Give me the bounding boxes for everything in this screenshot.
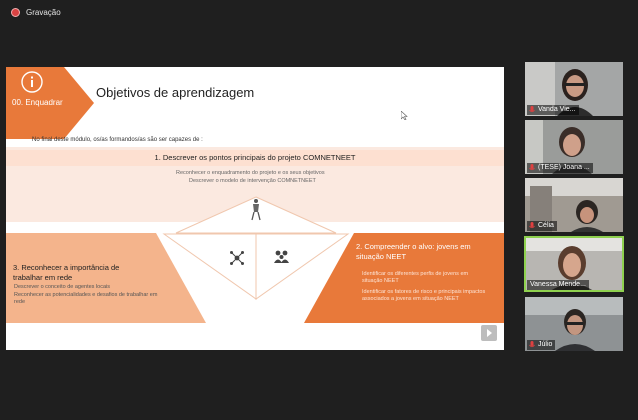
participant-name: Vanessa Mende... xyxy=(530,281,586,288)
section3-bullet: Descrever o conceito de agentes locais xyxy=(14,284,110,290)
participant-name: Júlio xyxy=(538,341,553,348)
mic-muted-icon xyxy=(529,106,535,114)
participant-name: Vanda Vie... xyxy=(538,106,576,113)
section3-bullet: Reconhecer as potencialidades e desafios de trabalhar em rede xyxy=(14,292,158,305)
participant-name-label xyxy=(527,221,557,231)
participant-tile-active-speaker[interactable] xyxy=(525,237,623,291)
section1-bullet: Descrever o modelo de intervenção COMNETNEET xyxy=(189,178,316,184)
slide-intro: No final deste módulo, os/as formandos/as são ser capazes de : xyxy=(32,137,203,143)
recording-label: Gravação xyxy=(26,7,61,17)
participant-name: (TESE) Joana ... xyxy=(538,164,590,171)
mouse-pointer-icon xyxy=(401,111,408,120)
record-icon xyxy=(11,8,20,17)
participant-tile[interactable] xyxy=(525,62,623,116)
participant-tile[interactable] xyxy=(525,178,623,232)
section3-heading: 3. Reconhecer a importância de trabalhar em rede xyxy=(13,263,120,282)
next-slide-button[interactable] xyxy=(481,325,497,341)
mic-muted-icon xyxy=(529,341,535,349)
mic-muted-icon xyxy=(529,222,535,230)
section2-heading: 2. Compreender o alvo: jovens em situação NEET xyxy=(356,242,471,261)
participant-name-label xyxy=(527,280,589,290)
section2-bullet: Identificar os fatores de risco e principais impactos associados a jovens em situação NEET xyxy=(362,289,486,302)
recording-indicator[interactable] xyxy=(0,0,200,24)
participant-name-label xyxy=(527,340,555,350)
slide-title: Objetivos de aprendizagem xyxy=(96,85,255,100)
participant-name-label xyxy=(527,163,593,173)
participant-name: Célia xyxy=(538,222,554,229)
diagram xyxy=(6,67,504,350)
badge-label: 00. Enquadrar xyxy=(12,98,63,107)
shared-slide xyxy=(6,67,504,350)
play-arrow-icon xyxy=(481,325,497,341)
participant-name-label xyxy=(527,105,579,115)
section2-bullet: Identificar os diferentes perfis de jovens em situação NEET xyxy=(362,271,469,284)
section1-heading: 1. Descrever os pontos principais do projeto COMNETNEET xyxy=(154,153,356,162)
participant-tile[interactable] xyxy=(525,120,623,174)
section1-bullet: Reconhecer o enquadramento do projeto e os seus objetivos xyxy=(176,170,325,176)
mic-muted-icon xyxy=(529,164,535,172)
participant-tile[interactable] xyxy=(525,297,623,351)
